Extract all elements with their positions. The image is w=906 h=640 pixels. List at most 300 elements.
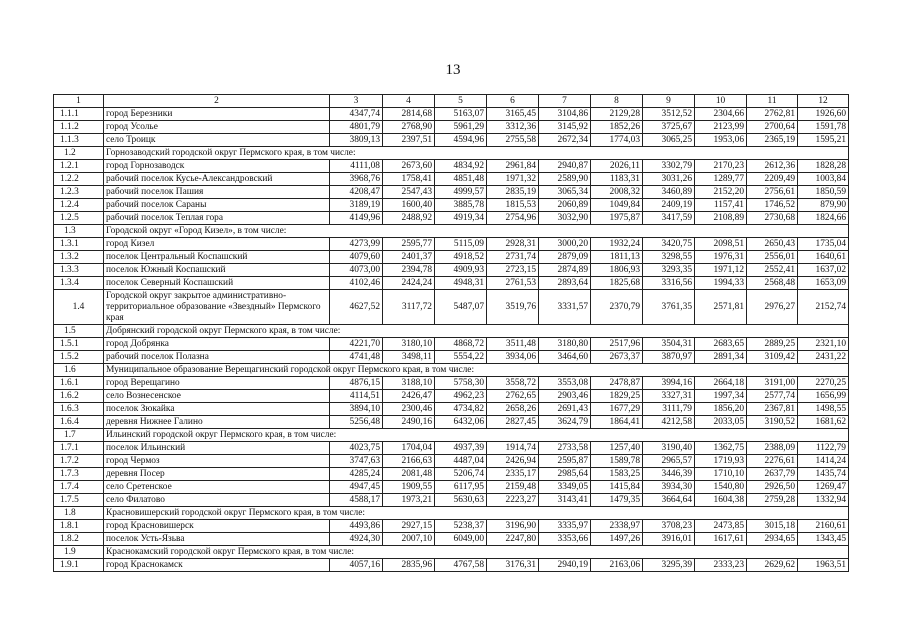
value-cell: 3994,16 [643,377,695,390]
value-cell: 2335,17 [487,468,539,481]
row-code: 1.2.4 [54,199,104,212]
table-row [54,290,849,325]
table-row [54,533,849,546]
row-code: 1.3.1 [54,238,104,251]
value-cell: 3916,01 [643,533,695,546]
value-cell: 2926,50 [747,481,798,494]
value-cell: 1617,61 [695,533,747,546]
value-cell: 3015,18 [747,520,798,533]
value-cell: 4111,08 [330,160,383,173]
value-cell: 2683,65 [695,338,747,351]
section-title: Красновишерский городской округ Пермского края, в том числе: [104,507,849,520]
value-cell: 2762,81 [747,108,798,121]
value-cell: 3968,76 [330,173,383,186]
value-cell: 4627,52 [330,290,383,325]
value-cell: 4347,74 [330,108,383,121]
table-row [54,199,849,212]
value-cell: 5554,22 [435,351,487,364]
table-row [54,186,849,199]
value-cell: 1825,68 [591,277,643,290]
value-cell: 3934,30 [643,481,695,494]
column-number: 8 [591,95,643,108]
value-cell: 3180,80 [539,338,591,351]
value-cell: 4851,48 [435,173,487,186]
column-number: 1 [54,95,104,108]
value-cell: 2672,34 [539,134,591,147]
value-cell: 2060,89 [539,199,591,212]
value-cell: 4114,51 [330,390,383,403]
value-cell: 5487,07 [435,290,487,325]
value-cell: 3032,90 [539,212,591,225]
section-row [54,507,849,520]
value-cell: 2755,58 [487,134,539,147]
value-cell: 2098,51 [695,238,747,251]
value-cell: 1824,66 [798,212,849,225]
value-cell: 2276,61 [747,455,798,468]
value-cell: 1122,79 [798,442,849,455]
value-cell: 1975,87 [591,212,643,225]
value-cell: 2388,09 [747,442,798,455]
value-cell: 3031,26 [643,173,695,186]
value-cell: 3104,86 [539,108,591,121]
row-code: 1.5.1 [54,338,104,351]
value-cell: 3143,41 [539,494,591,507]
row-code: 1.2.2 [54,173,104,186]
value-cell: 3894,10 [330,403,383,416]
value-cell: 5115,09 [435,238,487,251]
settlement-name: село Вознесенское [104,390,330,403]
row-code: 1.6.3 [54,403,104,416]
value-cell: 1710,10 [695,468,747,481]
row-code: 1.7.4 [54,481,104,494]
row-code: 1.2.1 [54,160,104,173]
table-row [54,351,849,364]
value-cell: 2367,81 [747,403,798,416]
value-cell: 2761,53 [487,277,539,290]
value-cell: 2934,65 [747,533,798,546]
table-row [54,481,849,494]
row-code: 1.2.5 [54,212,104,225]
value-cell: 2300,46 [383,403,435,416]
value-cell: 4588,17 [330,494,383,507]
value-cell: 4734,82 [435,403,487,416]
value-cell: 4023,75 [330,442,383,455]
value-cell: 1332,94 [798,494,849,507]
value-cell: 4868,72 [435,338,487,351]
value-cell: 1604,38 [695,494,747,507]
table-row [54,173,849,186]
value-cell: 3464,60 [539,351,591,364]
value-cell: 1758,41 [383,173,435,186]
value-cell: 2762,65 [487,390,539,403]
value-cell: 1815,53 [487,199,539,212]
row-code: 1.9.1 [54,559,104,572]
value-cell: 2517,96 [591,338,643,351]
settlement-name: город Усолье [104,121,330,134]
value-cell: 3708,23 [643,520,695,533]
value-cell: 1498,55 [798,403,849,416]
value-cell: 1269,47 [798,481,849,494]
settlement-name: рабочий поселок Теплая гора [104,212,330,225]
settlement-name: поселок Ильинский [104,442,330,455]
section-title: Добрянский городской округ Пермского края, в том числе: [104,325,849,338]
value-cell: 3298,55 [643,251,695,264]
value-cell: 5238,37 [435,520,487,533]
value-cell: 2595,87 [539,455,591,468]
section-title: Ильинский городской округ Пермского края, в том числе: [104,429,849,442]
value-cell: 2304,66 [695,108,747,121]
value-cell: 4273,99 [330,238,383,251]
value-cell: 1183,31 [591,173,643,186]
row-code: 1.7.2 [54,455,104,468]
value-cell: 2835,19 [487,186,539,199]
value-cell: 2731,74 [487,251,539,264]
value-cell: 1719,93 [695,455,747,468]
row-code: 1.6.1 [54,377,104,390]
value-cell: 3446,39 [643,468,695,481]
row-code: 1.5 [54,325,104,338]
value-cell: 2552,41 [747,264,798,277]
row-code: 1.1.1 [54,108,104,121]
tariff-table [53,94,849,572]
value-cell: 1973,21 [383,494,435,507]
value-cell: 1414,24 [798,455,849,468]
value-cell: 5961,29 [435,121,487,134]
row-code: 1.1.2 [54,121,104,134]
value-cell: 2612,36 [747,160,798,173]
settlement-name: город Верещагино [104,377,330,390]
value-cell: 2556,01 [747,251,798,264]
value-cell: 3353,66 [539,533,591,546]
value-cell: 2160,61 [798,520,849,533]
value-cell: 2827,45 [487,416,539,429]
value-cell: 3316,56 [643,277,695,290]
value-cell: 1656,99 [798,390,849,403]
value-cell: 3191,00 [747,377,798,390]
column-number: 12 [798,95,849,108]
value-cell: 5758,30 [435,377,487,390]
section-title: Городской округ «Город Кизел», в том числе: [104,225,849,238]
value-cell: 2658,26 [487,403,539,416]
value-cell: 3558,72 [487,377,539,390]
settlement-name: город Кизел [104,238,330,251]
column-number: 4 [383,95,435,108]
row-code: 1.7.1 [54,442,104,455]
settlement-name: поселок Центральный Коспашский [104,251,330,264]
value-cell: 2723,15 [487,264,539,277]
value-cell: 3747,63 [330,455,383,468]
value-cell: 6117,95 [435,481,487,494]
value-cell: 3498,11 [383,351,435,364]
value-cell: 2170,23 [695,160,747,173]
row-code: 1.7.3 [54,468,104,481]
row-code: 1.7 [54,429,104,442]
value-cell: 3885,78 [435,199,487,212]
value-cell: 4594,96 [435,134,487,147]
value-cell: 2889,25 [747,338,798,351]
value-cell: 4876,15 [330,377,383,390]
value-cell: 1589,78 [591,455,643,468]
value-cell: 4962,23 [435,390,487,403]
value-cell: 3460,89 [643,186,695,199]
value-cell: 4919,34 [435,212,487,225]
column-number: 10 [695,95,747,108]
value-cell: 1343,45 [798,533,849,546]
value-cell: 3511,48 [487,338,539,351]
settlement-name: рабочий поселок Сараны [104,199,330,212]
value-cell: 2891,34 [695,351,747,364]
settlement-name: поселок Зюкайка [104,403,330,416]
value-cell: 2673,60 [383,160,435,173]
value-cell: 2893,64 [539,277,591,290]
value-cell: 2333,23 [695,559,747,572]
value-cell: 4767,58 [435,559,487,572]
section-title: Краснокамский городской округ Пермского края, в том числе: [104,546,849,559]
value-cell: 1829,25 [591,390,643,403]
row-code: 1.8 [54,507,104,520]
value-cell: 3934,06 [487,351,539,364]
value-cell: 2733,58 [539,442,591,455]
value-cell: 3180,10 [383,338,435,351]
row-code: 1.3.2 [54,251,104,264]
value-cell: 5630,63 [435,494,487,507]
value-cell: 1914,74 [487,442,539,455]
table-row [54,403,849,416]
settlement-name: Городской округ закрытое административно-территориальное образование «Звездный» Пермского края [104,290,330,325]
table-row [54,134,849,147]
value-cell: 4212,58 [643,416,695,429]
value-cell: 1828,28 [798,160,849,173]
value-cell: 2365,19 [747,134,798,147]
value-cell: 1774,03 [591,134,643,147]
value-cell: 2547,43 [383,186,435,199]
value-cell: 2985,64 [539,468,591,481]
value-cell: 4999,57 [435,186,487,199]
value-cell: 2166,63 [383,455,435,468]
value-cell: 2247,80 [487,533,539,546]
value-cell: 4801,79 [330,121,383,134]
value-cell: 2903,46 [539,390,591,403]
value-cell: 1479,35 [591,494,643,507]
column-number: 11 [747,95,798,108]
settlement-name: село Филатово [104,494,330,507]
value-cell: 2754,96 [487,212,539,225]
value-cell: 3165,45 [487,108,539,121]
value-cell: 1435,74 [798,468,849,481]
value-cell: 6049,00 [435,533,487,546]
column-number: 6 [487,95,539,108]
column-number: 9 [643,95,695,108]
value-cell: 1976,31 [695,251,747,264]
value-cell: 2321,10 [798,338,849,351]
row-code: 1.4 [54,290,104,325]
section-row [54,429,849,442]
value-cell: 2123,99 [695,121,747,134]
value-cell: 2370,79 [591,290,643,325]
value-cell: 3188,10 [383,377,435,390]
value-cell: 2759,28 [747,494,798,507]
value-cell: 1953,06 [695,134,747,147]
value-cell: 2928,31 [487,238,539,251]
value-cell: 4741,48 [330,351,383,364]
settlement-name: рабочий поселок Кусье-Александровский [104,173,330,186]
value-cell: 1864,41 [591,416,643,429]
page-number: 13 [445,62,461,78]
value-cell: 2595,77 [383,238,435,251]
value-cell: 2152,20 [695,186,747,199]
value-cell: 3293,35 [643,264,695,277]
value-cell: 1704,04 [383,442,435,455]
value-cell: 1362,75 [695,442,747,455]
value-cell: 2129,28 [591,108,643,121]
column-number: 5 [435,95,487,108]
section-title: Муниципальное образование Верещагинский городской округ Пермского края, в том числе: [104,364,849,377]
value-cell: 1595,21 [798,134,849,147]
value-cell: 2577,74 [747,390,798,403]
value-cell: 2589,90 [539,173,591,186]
value-cell: 3420,75 [643,238,695,251]
value-cell: 1600,40 [383,199,435,212]
value-cell: 2033,05 [695,416,747,429]
row-code: 1.6 [54,364,104,377]
value-cell: 2007,10 [383,533,435,546]
row-code: 1.6.4 [54,416,104,429]
value-cell: 3331,57 [539,290,591,325]
value-cell: 2879,09 [539,251,591,264]
value-cell: 1806,93 [591,264,643,277]
value-cell: 1971,32 [487,173,539,186]
value-cell: 3725,67 [643,121,695,134]
value-cell: 1735,04 [798,238,849,251]
value-cell: 2700,64 [747,121,798,134]
row-code: 1.3 [54,225,104,238]
row-code: 1.9 [54,546,104,559]
value-cell: 2673,37 [591,351,643,364]
settlement-name: рабочий поселок Пашия [104,186,330,199]
value-cell: 2108,89 [695,212,747,225]
section-row [54,364,849,377]
settlement-name: рабочий поселок Полазна [104,351,330,364]
table-row [54,212,849,225]
section-title: Горнозаводский городской округ Пермского края, в том числе: [104,147,849,160]
value-cell: 4918,52 [435,251,487,264]
value-cell: 2270,25 [798,377,849,390]
value-cell: 3809,13 [330,134,383,147]
settlement-name: поселок Усть-Язьва [104,533,330,546]
value-cell: 4493,86 [330,520,383,533]
value-cell: 2478,87 [591,377,643,390]
value-cell: 1971,12 [695,264,747,277]
table-row [54,108,849,121]
value-cell: 3065,25 [643,134,695,147]
value-cell: 4208,47 [330,186,383,199]
value-cell: 3302,79 [643,160,695,173]
settlement-name: деревня Нижнее Галино [104,416,330,429]
settlement-name: город Чермоз [104,455,330,468]
value-cell: 2223,27 [487,494,539,507]
row-code: 1.3.3 [54,264,104,277]
value-cell: 1640,61 [798,251,849,264]
value-cell: 2159,48 [487,481,539,494]
section-row [54,147,849,160]
table-row [54,416,849,429]
value-cell: 4948,31 [435,277,487,290]
settlement-name: город Березники [104,108,330,121]
value-cell: 4937,39 [435,442,487,455]
value-cell: 3761,35 [643,290,695,325]
value-cell: 1852,26 [591,121,643,134]
value-cell: 2629,62 [747,559,798,572]
value-cell: 2026,11 [591,160,643,173]
value-cell: 2394,78 [383,264,435,277]
value-cell: 2209,49 [747,173,798,186]
value-cell: 3553,08 [539,377,591,390]
table-row [54,468,849,481]
value-cell: 2426,47 [383,390,435,403]
row-code: 1.1.3 [54,134,104,147]
row-code: 1.8.2 [54,533,104,546]
value-cell: 2424,24 [383,277,435,290]
value-cell: 2473,85 [695,520,747,533]
settlement-name: деревня Посер [104,468,330,481]
row-code: 1.6.2 [54,390,104,403]
value-cell: 4947,45 [330,481,383,494]
row-code: 1.2.3 [54,186,104,199]
value-cell: 2940,87 [539,160,591,173]
column-number: 2 [104,95,330,108]
value-cell: 1681,62 [798,416,849,429]
value-cell: 4221,70 [330,338,383,351]
table-row [54,377,849,390]
value-cell: 4834,92 [435,160,487,173]
value-cell: 2976,27 [747,290,798,325]
table-row [54,494,849,507]
value-cell: 1003,84 [798,173,849,186]
value-cell: 2664,18 [695,377,747,390]
value-cell: 3624,79 [539,416,591,429]
value-cell: 2431,22 [798,351,849,364]
value-cell: 3109,42 [747,351,798,364]
row-code: 1.8.1 [54,520,104,533]
table-row [54,338,849,351]
value-cell: 1540,80 [695,481,747,494]
value-cell: 1257,40 [591,442,643,455]
value-cell: 3417,59 [643,212,695,225]
value-cell: 879,90 [798,199,849,212]
settlement-name: город Добрянка [104,338,330,351]
value-cell: 1157,41 [695,199,747,212]
value-cell: 1909,55 [383,481,435,494]
value-cell: 4909,93 [435,264,487,277]
value-cell: 1994,33 [695,277,747,290]
value-cell: 2397,51 [383,134,435,147]
value-cell: 2490,16 [383,416,435,429]
value-cell: 2152,74 [798,290,849,325]
value-cell: 1653,09 [798,277,849,290]
value-cell: 3870,97 [643,351,695,364]
value-cell: 2426,94 [487,455,539,468]
section-row [54,325,849,338]
value-cell: 1637,02 [798,264,849,277]
value-cell: 2927,15 [383,520,435,533]
value-cell: 6432,06 [435,416,487,429]
row-code: 1.7.5 [54,494,104,507]
value-cell: 3349,05 [539,481,591,494]
value-cell: 3145,92 [539,121,591,134]
value-cell: 1497,26 [591,533,643,546]
value-cell: 2940,19 [539,559,591,572]
table-row [54,455,849,468]
